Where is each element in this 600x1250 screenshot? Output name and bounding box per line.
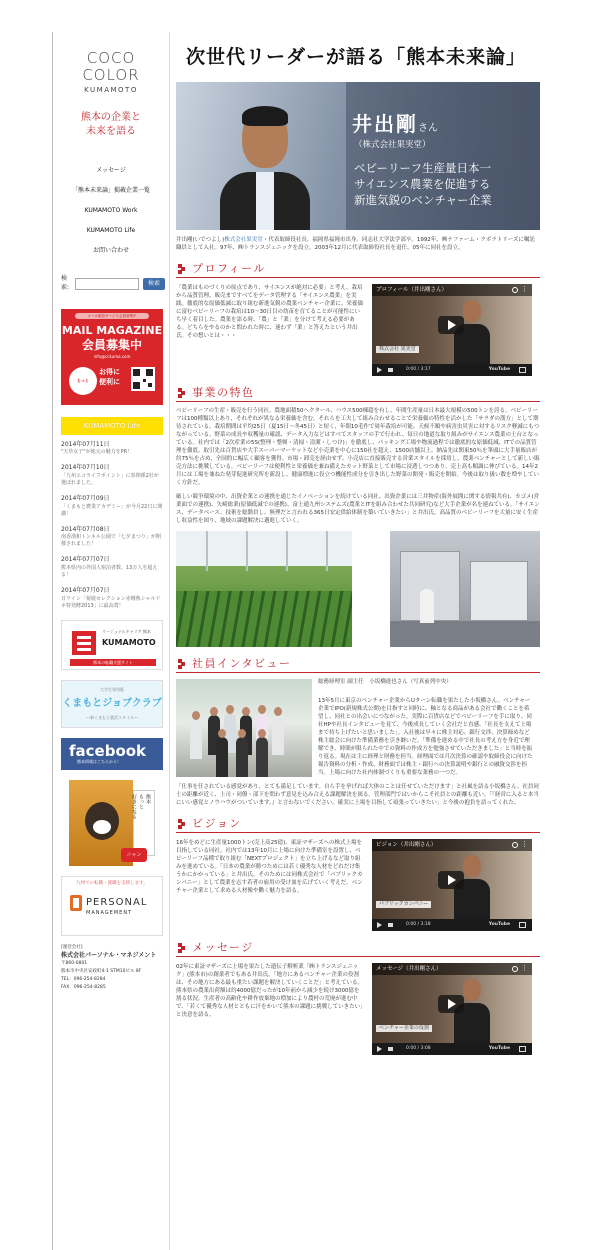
business-para-2: 厳しい競争環境の中、出資企業との連携を通じたイノベーションを続けている同社。出資企業には三井物産(海外展開に関する情報共有)、カゴメ(営業面での連携)、矢崎総業(原価低減での連携)、富士通九州システムズ(農業とITを組み合わせた共同研究)など大手企業が名を連ねている。「サイエンス、データベース、技術を総動員し、無理だと言われる365日安定供給体制を築いていきたい」と井出氏。高品質のベビーリーフを大量に安く生産し収益性を図り、地域の課題解決に邁進していく。 bbox=[176, 494, 540, 524]
kumamon-text-2: もっと bbox=[138, 793, 144, 809]
personal-name: PERSONAL bbox=[86, 896, 148, 908]
volume-icon[interactable] bbox=[388, 368, 393, 372]
section-title: ビジョン bbox=[192, 816, 242, 830]
nav-item-message[interactable]: メッセージ bbox=[96, 167, 126, 175]
vision-text: 16年をめどに生産量1000トン(売上高25億)、東証マザーズへの株式上場を目指している同社。社内では13年10月に上場に向けた準備室を設置し、ベビーリーフ品種で取り組む「NEXTプロジェクト」を立ち上げるなど取り組みを進めている。「日本の農業が勝つためには若く優秀な人材をどれだけ集うかにかかっている」と井出氏。そのためには同株式会社で「パブリックカンパニー」として農業を志す若者の雇用の受け皿を広げていく考えだ。ベンチャー企業として求める人材像や働く魅力を語る。 bbox=[176, 840, 363, 894]
job-club-name: くまもとジョブクラブ bbox=[62, 697, 162, 709]
section-marker-icon bbox=[178, 388, 184, 398]
hero-catch-1: ベビーリーフ生産量日本一 bbox=[354, 161, 491, 175]
operator-zip: 〒860-0801 bbox=[61, 960, 88, 966]
search-button[interactable]: 検索 bbox=[143, 278, 165, 290]
video-caption: パブリックカンパニー bbox=[376, 901, 431, 908]
youtube-logo[interactable]: YouTube bbox=[488, 922, 510, 927]
vision-video-player[interactable] bbox=[372, 839, 532, 931]
bear-muzzle bbox=[93, 820, 111, 834]
play-button[interactable] bbox=[438, 871, 464, 889]
hero-company: （株式会社果実堂） bbox=[354, 140, 431, 150]
fullscreen-icon[interactable] bbox=[519, 922, 526, 928]
hero-catch-3: 新進気鋭のベンチャー企業 bbox=[354, 193, 492, 207]
play-icon[interactable] bbox=[377, 922, 382, 928]
news-item[interactable] bbox=[61, 587, 163, 610]
operator-address: 熊本市中央区安政町4-1 STM10ビル 8F bbox=[61, 968, 142, 974]
share-icon[interactable] bbox=[512, 287, 518, 293]
profile-video-player[interactable] bbox=[372, 284, 532, 376]
video-time: 0:00 / 3:08 bbox=[406, 1046, 431, 1051]
section-title: 事業の特色 bbox=[192, 385, 255, 399]
factory-photo bbox=[390, 531, 540, 647]
hero-image bbox=[176, 82, 540, 230]
interview-text-col bbox=[312, 679, 534, 777]
mailmag-deal-1: お得に bbox=[99, 367, 120, 376]
page-title: 次世代リーダーが語る「熊本未来論」 bbox=[186, 46, 527, 68]
kumamon-text bbox=[133, 790, 155, 856]
job-club-sub: 大学生専用版 bbox=[100, 686, 124, 692]
personal-logo-icon bbox=[70, 895, 82, 911]
news-date: 2014年07月08日 bbox=[61, 525, 110, 533]
portrait bbox=[220, 100, 310, 230]
news-item[interactable] bbox=[61, 556, 163, 579]
facebook-desc: 熊本情報はこちらから！ bbox=[77, 758, 121, 764]
video-time: 0:00 / 3:17 bbox=[406, 367, 431, 372]
site-tagline bbox=[53, 111, 169, 139]
news-date: 2014年07月07日 bbox=[61, 556, 110, 564]
hero-honorific: さん bbox=[418, 123, 438, 134]
section-title: 社員インタビュー bbox=[192, 656, 292, 670]
profile-text: 「農業はものづくりの原点であり、サイエンスが絶対に必要」と考え、栽培から品質管理、販売まですべてをデータ管理する「サイエンス農業」を実践。徹底的な原価低減に取り組む新進気鋭の農業ベンチャー企業に。栄養価に富むベビーリーフの栽培は10～30日目の幼苗を育てることが可能性にいち早く着目した。農業を語る時、「農」と「業」を分けて考える必要がある。どちらをやるのかと問われた時に、迷わず「業」と答えたという井出氏。その想いとは・・・ bbox=[176, 285, 363, 339]
more-icon[interactable]: ⋮ bbox=[521, 964, 528, 972]
operator-label: [運営会社] bbox=[61, 944, 83, 950]
video-controls bbox=[372, 364, 532, 376]
message-row bbox=[176, 963, 540, 1055]
video-title[interactable]: メッセージ（井出剛さん） bbox=[372, 963, 532, 975]
operator-tel: TEL：096-254-8284 bbox=[61, 976, 106, 982]
news-date: 2014年07月11日 bbox=[61, 440, 110, 448]
kumamon-text-1: 熊本 bbox=[145, 793, 151, 804]
hero-catchcopy bbox=[354, 160, 492, 208]
greenhouse-photo bbox=[176, 531, 352, 647]
search-form bbox=[53, 275, 169, 292]
mail-magazine-banner[interactable] bbox=[61, 309, 163, 405]
mailmag-title: MAIL MAGAZINE bbox=[61, 323, 163, 337]
business-para-1: ベビーリーフの生産・販売を行う同社。農地面積50ヘクタール、ハウス500棟超を有し、年間生産量は日本最大規模の500トンを誇る。ベビーリーフは100種類以上あり、それぞれが異なる栄養価を含む。それらを工夫して組み合わせることで栄養価の特性を活かした「サラダの漢方」として期待されている。栽培期間は平均25日（夏15日～冬45日）と短く、年間10毛作で周年栽培が可能。天候不順や病害虫災害に対するリスク軽減にもつながっている。野菜の成長や収穫量の確認、データ入力などはすべてスタッフの手で行われ、毎日の地道な取り組みがサイエンス農業の土台となっている。社内では「2次産業の5S(整理・整頓・清掃・清潔・しつけ)」を徹底し、パッキング工場や物流過程では徹底的な原価低減、ITでの品質管理を徹底。取引先は百貨店や大手スーパーマーケットなど小売業を中心に150社を超え、1500店舗以上。納品先は関東50％を筆頭に大手量販店が約75％を占め、全国的に幅広く顧客を獲得。市場・卸売を経由せず、小売店に直接販売する営業スタイルを採用し、農業ベンチャーとして新しい販売方法に挑戦している。ベビーリーフは便利性と栄養価を兼ね備えたカット野菜として市場に浸透しつつあり、売上高も順調に伸びている。14年2月には工場を兼ねた発芽促進研究所を新設し、健康増進に役立つ機能性成分を引き出した野菜の開発・販売を開始。今後は取り扱い数を増やしていく方針だ。 bbox=[176, 408, 540, 486]
fullscreen-icon[interactable] bbox=[519, 367, 526, 373]
kumamon-stamp: ニャン bbox=[121, 848, 147, 862]
personal-management-banner[interactable] bbox=[61, 876, 163, 936]
section-heading-interview bbox=[176, 655, 540, 673]
regional-career-banner[interactable] bbox=[61, 620, 163, 670]
qr-code-icon bbox=[131, 367, 155, 391]
news-item[interactable] bbox=[61, 464, 163, 487]
youtube-logo[interactable]: YouTube bbox=[488, 367, 510, 372]
news-item[interactable] bbox=[61, 441, 163, 457]
job-club-desc: 〜新くまもと就活スタイル〜 bbox=[86, 714, 138, 720]
regional-career-name: KUMAMOTO bbox=[102, 637, 156, 647]
mailmag-deal-2: 便利に bbox=[99, 377, 120, 386]
message-text: 02年に東証マザーズに上場を果たした遺伝子解析業「㈱トランスジェニック」(熊本市)の創業者でもある井出氏。「地方にあるベンチャー企業の役割は、その地方にある最も重たい課題を解決していくことだ」と考えている。熊本県の農業出荷額は約4000億だったが10年前から減少を続け3000億を割る状況。生産者の高齢化や耕作放棄地の増加により農村の荒廃が進む中で、「若くて優秀な人材とともに汗をかいて熊本の課題に挑戦していきたい」と決意を語る。 bbox=[176, 964, 364, 1018]
message-video-player[interactable] bbox=[372, 963, 532, 1055]
business-photos bbox=[176, 531, 540, 647]
news-date: 2014年07月10日 bbox=[61, 464, 110, 472]
intro-text bbox=[176, 236, 540, 252]
mailmag-circle: もっと bbox=[69, 367, 97, 395]
news-title[interactable]: 南香漢和トンネル公園で「七夕まつり」が開催されました！ bbox=[61, 534, 161, 548]
profile-row bbox=[176, 284, 540, 376]
tagline-line-1: 熊本の企業と bbox=[81, 112, 141, 124]
section-heading-vision bbox=[176, 815, 540, 833]
section-heading-message bbox=[176, 939, 540, 957]
video-controls bbox=[372, 1043, 532, 1055]
nav-item-kumamoto-life[interactable]: KUMAMOTO Life bbox=[86, 227, 136, 235]
section-marker-icon bbox=[178, 264, 184, 274]
video-time: 0:00 / 3:18 bbox=[406, 922, 431, 927]
logo-line-3: KUMAMOTO bbox=[84, 86, 138, 94]
fullscreen-icon[interactable] bbox=[519, 1046, 526, 1052]
section-marker-icon bbox=[178, 659, 184, 669]
mailmag-badge: メール配信サービス会員募集中 bbox=[75, 313, 149, 319]
facebook-banner[interactable] bbox=[61, 738, 163, 770]
logo-line-1: COCO bbox=[86, 49, 136, 67]
play-icon[interactable] bbox=[377, 1046, 382, 1052]
site-logo[interactable] bbox=[53, 50, 169, 95]
share-icon[interactable] bbox=[512, 842, 518, 848]
kumamon-banner[interactable] bbox=[61, 780, 163, 866]
interview-row bbox=[176, 679, 540, 777]
news-item[interactable] bbox=[61, 526, 163, 549]
video-title[interactable]: ビジョン（井出剛さん） bbox=[372, 839, 532, 851]
section-title: プロフィール bbox=[192, 261, 266, 275]
video-caption: 株式会社 果実堂 bbox=[376, 346, 419, 353]
play-icon[interactable] bbox=[377, 367, 382, 373]
nav-item-company-list[interactable]: 「熊本未来論」掲載企業一覧 bbox=[71, 187, 150, 195]
interview-para-1: 13年5月に東京のベンチャー企業からUターン転職を果たした小坂橋さん。ベンチャー企業でIPO(新規株式公開)を目指すと同時に、軸となる商品がある会社で働くことを希望し、同社との出会いにつながった。実際に百貨店などでベビーリーフを手に取り、同社HPや社長インタビューを見て、今後成長していく会社だと直感。「社長を支えて上場まで持ち上げたいと思いました」。入社後は早々に株主対応、銀行交渉、決算締めなど株主総会に向けた準備業務を引き継いだ。「準備を進める中で社長の考え方を身近で理解でき、時間が限られた中での資料の作成方を勉強させていただきました」と当時を振り返る。現在は主に経理と財務を担当。経理面では月次決算の確認や取締役会に向けた報告資料の分析・作成、財務面では株主・銀行への決算説明や銀行との融資交渉を担当。上場に向けた社内体制づくりも重要な業務の一つだ。 bbox=[318, 697, 533, 776]
mailmag-email: info@cckuma.com bbox=[93, 353, 131, 359]
kumamon-text-3: 好きになる bbox=[131, 793, 137, 819]
intro-before: 井出剛(いでつよし) bbox=[176, 237, 225, 243]
play-button[interactable] bbox=[438, 316, 464, 334]
main-content bbox=[176, 32, 540, 1055]
regional-career-sub: リージョナルキャリア 熊本 bbox=[102, 628, 151, 634]
video-caption: ベンチャー企業の役割 bbox=[376, 1025, 432, 1032]
interview-para-2: 「仕事を任されている感覚があり、とても満足しています。自ら手を挙げれば大体のことは任せていただけます」と社風を語る小坂橋さん。社員同士の距離が近く、上司・同僚・部下を問わず意見を込み合える課題解決を図る。管理部門ではいからこそ社員との距離も近い。「『経営に入ると本当にいい感覚とノウハウがついています。』と言わないでください。確実に上場を目指して頑張っていきたい」と今後の抱負を語ってくれた。 bbox=[176, 784, 539, 806]
more-icon[interactable]: ⋮ bbox=[521, 840, 528, 848]
section-marker-icon bbox=[178, 943, 184, 953]
logo-line-2: COLOR bbox=[82, 66, 140, 84]
regional-career-desc: 熊本の転職支援サイト bbox=[70, 659, 156, 666]
mailmag-subtitle: 会員募集中 bbox=[81, 337, 142, 352]
kumamoto-life-news bbox=[61, 441, 163, 610]
news-date: 2014年07月09日 bbox=[61, 494, 110, 502]
news-title[interactable]: "天草女子"が地元の魅力をPR！ bbox=[61, 449, 133, 456]
personal-desc: MANAGEMENT bbox=[86, 909, 133, 916]
video-controls bbox=[372, 919, 532, 931]
section-title: メッセージ bbox=[192, 940, 254, 954]
personal-sub: 九州での転職・就職を支援します。 bbox=[76, 880, 148, 886]
video-title[interactable]: プロフィール（井出剛さん） bbox=[372, 284, 532, 296]
news-item[interactable] bbox=[61, 495, 163, 518]
tagline-line-2: 未来を語る bbox=[86, 126, 136, 138]
operator-fax: FAX：096-254-8285 bbox=[61, 984, 106, 990]
section-marker-icon bbox=[178, 819, 184, 829]
more-icon[interactable]: ⋮ bbox=[521, 285, 528, 293]
youtube-logo[interactable]: YouTube bbox=[488, 1046, 510, 1051]
volume-icon[interactable] bbox=[388, 1047, 393, 1051]
nav-item-contact[interactable]: お問い合わせ bbox=[92, 247, 129, 255]
news-title[interactable]: 「九州エコライフポイント」に県関係2社が選ばれました。 bbox=[61, 472, 159, 486]
share-icon[interactable] bbox=[512, 966, 518, 972]
search-input[interactable] bbox=[75, 278, 139, 290]
facebook-name: facebook bbox=[69, 741, 147, 760]
vision-row bbox=[176, 839, 540, 931]
news-title[interactable]: 日ワイン「菊鹿セレクション赤樽熟シャルドネ特発酵2013」に最高賞！ bbox=[61, 595, 161, 609]
regional-career-logo-icon bbox=[72, 631, 96, 655]
section-heading-business bbox=[176, 384, 540, 402]
job-club-banner[interactable] bbox=[61, 680, 163, 728]
operator-name: 株式会社パーソナル・マネジメント bbox=[61, 951, 157, 959]
news-date: 2014年07月07日 bbox=[61, 586, 110, 594]
hero-name bbox=[352, 110, 438, 139]
intro-after: ・代表取締役社長。福岡県福岡市出身。同志社大学法学部卒。1992年、㈱ナファーム・ラボラトリーズに嘱託職員として入社。97年、㈱トランスジェニックを設立。2003年12月に代表取締役社長を退任、05年に同社を設立。 bbox=[176, 237, 535, 251]
volume-icon[interactable] bbox=[388, 923, 393, 927]
hero-name-text: 井出剛 bbox=[352, 112, 418, 136]
operator-info bbox=[61, 944, 169, 992]
play-button[interactable] bbox=[438, 995, 464, 1013]
news-title[interactable]: 熊本県内の外国人宿泊者数、13万人を超える！ bbox=[61, 564, 158, 578]
interview-subheading: 総務経理室 副主任 小坂橋進也さん（写真前列中央） bbox=[318, 679, 452, 685]
sidebar-nav bbox=[53, 161, 169, 261]
news-title[interactable]: 「くまもと農業アカデミー」が今月22日に開講！ bbox=[61, 503, 163, 517]
hero-catch-2: サイエンス農業を促進する bbox=[354, 177, 491, 191]
company-link[interactable]: 株式会社果実堂 bbox=[224, 237, 263, 243]
staff-photo bbox=[176, 679, 312, 777]
sidebar bbox=[52, 32, 170, 1250]
nav-item-kumamoto-work[interactable]: KUMAMOTO Work bbox=[84, 207, 138, 215]
search-label: 検索: bbox=[61, 275, 70, 291]
kumamoto-life-heading: KUMAMOTO Life bbox=[61, 417, 163, 435]
mailmag-deals bbox=[99, 367, 120, 387]
section-heading-profile bbox=[176, 260, 540, 278]
